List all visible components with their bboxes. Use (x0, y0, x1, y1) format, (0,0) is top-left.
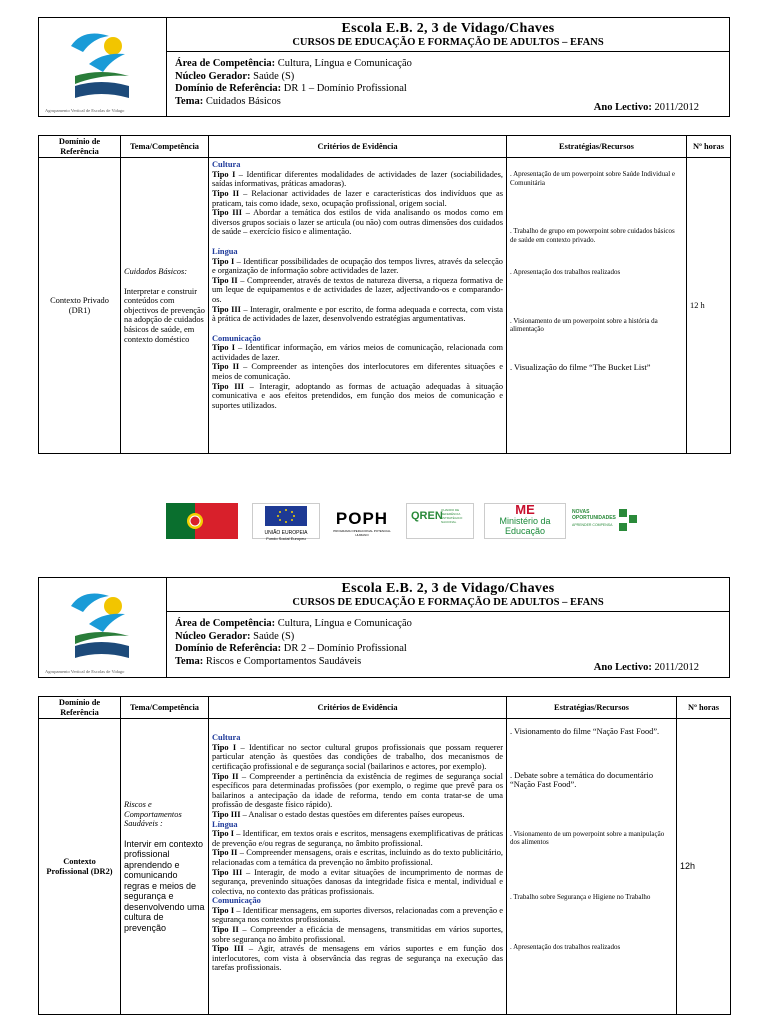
title-cell (167, 18, 729, 52)
qren-sub: QUADRO DE REFERÊNCIA ESTRATÉGICO NACIONAL (441, 508, 463, 524)
criteria-tipo: Tipo II (212, 362, 240, 372)
table-row (39, 158, 731, 454)
criteria-text: – Interagir, oralmente e por escrito, de forma adequada e correcta, com vista à prática de actividades de lazer, desenvolvendo estratégias argumentativas. (212, 304, 503, 324)
estrategia-item: . Visionamento do filme “Nação Fast Food”. (510, 727, 660, 737)
criteria-text: – Identificar possibilidades de ocupação dos tempos livres, através da selecção e organização de informação sobre actividades de lazer. (212, 256, 503, 276)
criteria-item (212, 170, 503, 189)
school-logo-cell (39, 18, 167, 116)
criteria-tipo: Tipo I (212, 742, 237, 752)
criteria-text: – Identificar mensagens, em suportes diversos, relacionadas com a prevenção e segurança nos contextos profissionais. (212, 905, 503, 925)
criteria-section-title: Língua (212, 819, 238, 829)
criteria-tipo: Tipo III (212, 381, 244, 391)
criteria-text: – Analisar o estado destas questões em diferentes países europeus. (240, 809, 465, 819)
col-header: Domínio de Referência (39, 136, 121, 158)
criteria-item (212, 829, 503, 848)
criterios-list (212, 733, 503, 973)
criteria-section-title: Cultura (212, 733, 241, 743)
estrategia-item: . Visionamento de um powerpoint sobre a história da alimentação (510, 316, 658, 334)
eu-sub: Fundo Social Europeu (266, 536, 306, 541)
criteria-tipo: Tipo II (212, 848, 238, 858)
criteria-text: – Compreender a eficácia de mensagens, transmitidas em vários suportes, sobre segurança no âmbito profissional. (212, 925, 503, 944)
criteria-tipo: Tipo I (212, 829, 235, 839)
poph-text: POPH (335, 509, 389, 528)
criteria-item (212, 362, 503, 381)
school-name: Escola E.B. 2, 3 de Vidago/Chaves (341, 21, 555, 36)
criteria-tipo: Tipo I (212, 169, 236, 179)
criteria-text: – Identificar diferentes modalidades de actividades de lazer (sociabilidades, saídas informativas, práticas amadoras). (212, 169, 504, 189)
criteria-item (212, 189, 503, 208)
criteria-tipo: Tipo II (212, 925, 239, 935)
criteria-item (212, 208, 503, 237)
poph-logo (328, 503, 396, 539)
dominio-cell: Contexto Profissional (DR2) (39, 719, 121, 1015)
criteria-tipo: Tipo II (212, 188, 240, 198)
criteria-text: – Compreender as intenções dos interlocutores em diferentes situações e meios de comunicação. (212, 362, 503, 382)
criteria-text: – Interagir, de modo a evitar situações de incumprimento de normas de segurança, prevenindo situações danosas da integridade física e mental, individual e colectiva, no contexto das práticas profissionais. (212, 867, 503, 896)
horas-cell: 12 h (687, 158, 731, 454)
ano-value: 2011/2012 (651, 101, 699, 113)
logo-caption: Agrupamento Vertical de Escolas de Vidago (45, 108, 125, 113)
criterios-cell (209, 719, 507, 1015)
school-logo-cell (39, 578, 167, 677)
criteria-tipo: Tipo I (212, 343, 235, 353)
criteria-section-title: Cultura (212, 160, 241, 170)
ano-label: Ano Lectivo: (593, 661, 652, 673)
plan-table-2 (38, 696, 731, 1015)
tema-text: Interpretar e construir conteúdos com objectivos de prevenção na adopção de cuidados básicos de saúde, em contexto doméstico (124, 286, 205, 344)
criteria-text: – Compreender, através de textos de natureza diversa, a riqueza formativa de um leque de equipamentos e de actividades de lazer, adjectivando-os e comparando-os. (212, 275, 503, 304)
area-value: Cultura, Língua e Comunicação (275, 58, 412, 69)
header-2 (38, 577, 730, 678)
tema-cell (121, 719, 209, 1015)
criteria-item (212, 257, 503, 276)
criteria-text: – Identificar no sector cultural grupos profissionais que possam requerer particular atenção às questões das condições de trabalho, dos mecanismos de certificação profissional e de segurança social (bailarinos e actores, por exemplo). (212, 742, 503, 771)
dominio-value: DR 1 – Domínio Profissional (281, 83, 407, 94)
qren-logo (406, 503, 474, 539)
table-header-row (39, 697, 731, 719)
no-text: NOVAS OPORTUNIDADES (572, 509, 616, 521)
logo-caption: Agrupamento Vertical de Escolas de Vidago (45, 669, 125, 674)
ministerio-educacao-logo (484, 503, 566, 539)
estrategia-item: . Apresentação dos trabalhos realizados (510, 268, 621, 277)
sponsor-logos (166, 503, 641, 541)
criteria-item (212, 848, 503, 867)
ano-lectivo (594, 102, 699, 115)
criterios-list (212, 160, 503, 410)
estrategia-item: . Trabalho sobre Segurança e Higiene no Trabalho (510, 892, 651, 901)
estrategia-item: . Apresentação dos trabalhos realizados (510, 943, 621, 952)
estrategia-item: . Apresentação de um powerpoint sobre Saúde Individual e Comunitária (510, 170, 676, 187)
estrategia-item: . Visionamento de um powerpoint sobre a manipulação dos alimentos (510, 829, 665, 847)
criteria-text: – Agir, através de mensagens em vários suportes e em função dos interlocutores, com vista à observância das regras de segurança na execução das tarefas profissionais. (212, 944, 503, 973)
course-name: CURSOS DE EDUCAÇÃO E FORMAÇÃO DE ADULTOS – EFANS (292, 37, 604, 48)
horas-cell: 12h (677, 719, 731, 1015)
criteria-item (212, 382, 503, 411)
estrategias-cell (507, 719, 677, 1015)
criteria-tipo: Tipo I (212, 905, 235, 915)
tema-label: Tema: (175, 655, 204, 667)
header-1 (38, 17, 730, 117)
criteria-text: – Compreender a pertinência da existência de regimes de segurança social específicos para determinadas profissões (por exemplo, o regime que prevê para os bailarinos a antecipação da idade de reforma, tendo em conta tratar-se de uma profissão de desgaste físico rápido). (212, 771, 503, 810)
nucleo-value: Saúde (S) (250, 70, 295, 82)
me-text: ME (515, 502, 535, 517)
criteria-tipo: Tipo III (212, 809, 241, 819)
criteria-item (212, 343, 503, 362)
criteria-text: – Abordar a temática dos estilos de vida analisando os modos como em diversos grupos sociais o lazer se articula (ou não) com outras dimensões dos cuidados de saúde – exercício físico e alimentação. (212, 208, 503, 237)
col-header: Domínio de Referência (39, 697, 121, 719)
qren-text: QREN (411, 510, 443, 522)
header-info (175, 618, 699, 674)
tema-cell (121, 158, 209, 454)
col-header: Nº horas (687, 136, 731, 158)
title-cell (167, 578, 729, 612)
area-value: Cultura, Língua e Comunicação (275, 618, 412, 629)
criteria-item (212, 810, 503, 820)
nucleo-value: Saúde (S) (250, 630, 295, 642)
dominio-label: Domínio de Referência: (175, 643, 282, 654)
poph-sub: PROGRAMA OPERACIONAL POTENCIAL HUMANO (333, 529, 391, 537)
estrategias-cell (507, 158, 687, 454)
plan-table-1 (38, 135, 731, 454)
estrategia-item: . Trabalho de grupo em powerpoint sobre cuidados básicos de saúde em contexto privado. (510, 227, 675, 244)
criteria-item (212, 906, 503, 925)
tema-value: Riscos e Comportamentos Saudáveis (203, 655, 362, 667)
criteria-text: – Identificar, em textos orais e escritos, mensagens exemplificativas de práticas de prevenção e/ou regras de segurança, no âmbito profissional. (212, 829, 503, 848)
tema-value: Cuidados Básicos (203, 95, 281, 107)
criteria-tipo: Tipo II (212, 275, 238, 285)
header-info (175, 58, 699, 114)
tema-text: Intervir em contexto profissional aprendendo e comunicando regras e meios de segurança e desenvolvendo uma cultura de prevenção (124, 838, 205, 933)
criteria-item (212, 743, 503, 772)
criteria-item (212, 305, 503, 324)
nucleo-label: Núcleo Gerador: (175, 630, 251, 642)
criteria-section-title: Comunicação (212, 896, 261, 906)
portugal-flag-icon (166, 503, 238, 539)
col-header: Estratégias/Recursos (507, 697, 677, 719)
table-header-row (39, 136, 731, 158)
school-logo (53, 24, 153, 104)
tema-label: Tema: (175, 95, 204, 107)
criteria-text: – Interagir, adoptando as formas de actuação adequadas à situação comunicativa e aos efeitos pretendidos, em função dos meios de comunicação e suportes utilizados. (212, 381, 504, 410)
eu-logo (252, 503, 320, 539)
criteria-tipo: Tipo III (212, 208, 243, 218)
criteria-tipo: Tipo III (212, 867, 243, 877)
criteria-text: – Compreender mensagens, orais e escritas, incluindo as do texto publicitário, relacionadas com a temática da prevenção no âmbito profissional. (212, 848, 503, 867)
criteria-tipo: Tipo III (212, 304, 241, 314)
col-header: Critérios de Evidência (209, 697, 507, 719)
ano-lectivo (594, 662, 699, 675)
criteria-section-title: Língua (212, 246, 238, 256)
area-label: Área de Competência: (175, 618, 276, 629)
criteria-item (212, 772, 503, 810)
ano-label: Ano Lectivo: (593, 101, 652, 113)
ano-value: 2011/2012 (651, 661, 699, 673)
school-logo (53, 584, 153, 664)
tema-title: Riscos e Comportamentos Saudáveis : (124, 800, 182, 829)
course-name: CURSOS DE EDUCAÇÃO E FORMAÇÃO DE ADULTOS – EFANS (292, 597, 604, 608)
novas-oportunidades-logo (570, 503, 641, 539)
eu-text: UNIÃO EUROPEIA (264, 530, 308, 536)
estrategia-item: . Debate sobre a temática do documentário “Nação Fast Food”. (510, 770, 654, 790)
criteria-item (212, 944, 503, 973)
tema-title: Cuidados Básicos: (124, 267, 188, 277)
dominio-value: DR 2 – Domínio Profissional (281, 643, 407, 654)
criteria-tipo: Tipo II (212, 771, 239, 781)
criteria-text: – Relacionar actividades de lazer e características dos indivíduos que as praticam, tais como idade, sexo, ocupação profissional, origem social. (212, 188, 503, 208)
col-header: Tema/Competência (121, 697, 209, 719)
criteria-text: – Identificar informação, em vários meios de comunicação, relacionada com actividades de lazer. (212, 343, 503, 362)
col-header: Critérios de Evidência (209, 136, 507, 158)
no-sub: APRENDER COMPENSA (572, 523, 613, 527)
school-name: Escola E.B. 2, 3 de Vidago/Chaves (341, 581, 555, 596)
dominio-label: Domínio de Referência: (175, 83, 282, 94)
me-sub: Ministério da Educação (499, 516, 551, 536)
criteria-item (212, 276, 503, 305)
col-header: Tema/Competência (121, 136, 209, 158)
col-header: Estratégias/Recursos (507, 136, 687, 158)
col-header: Nº horas (677, 697, 731, 719)
estrategia-item: . Visualização do filme “The Bucket List” (510, 362, 651, 372)
criteria-section-title: Comunicação (212, 333, 261, 343)
area-label: Área de Competência: (175, 58, 276, 69)
table-row (39, 719, 731, 1015)
nucleo-label: Núcleo Gerador: (175, 70, 251, 82)
criteria-tipo: Tipo III (212, 944, 244, 954)
dominio-cell: Contexto Privado (DR1) (39, 158, 121, 454)
criteria-item (212, 868, 503, 897)
criteria-item (212, 925, 503, 944)
criteria-tipo: Tipo I (212, 256, 235, 266)
criterios-cell (209, 158, 507, 454)
